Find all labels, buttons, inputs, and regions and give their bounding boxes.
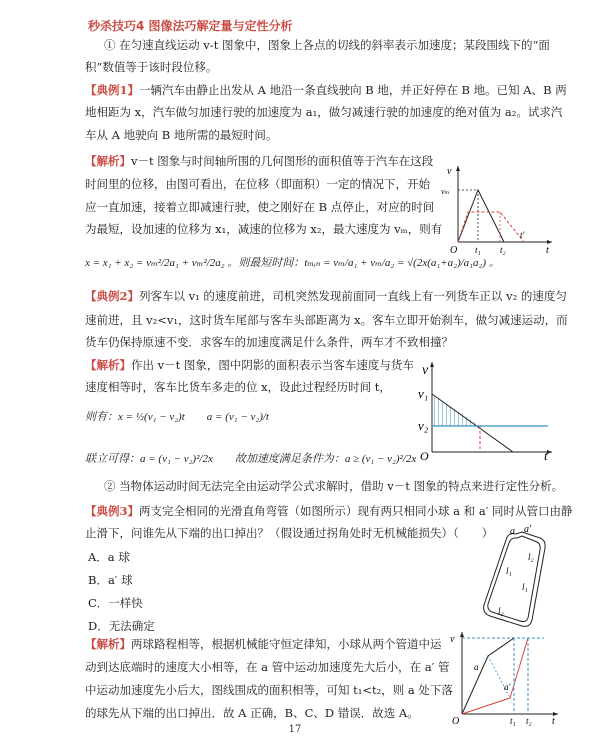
example-1-tag: 【典例1】	[85, 83, 140, 97]
fig4-v-label: v	[450, 634, 455, 645]
fig1-vm-label: vₘ	[441, 187, 450, 196]
fig4-t1-label: t₁	[510, 716, 516, 726]
fig2-v2-label: v₂	[418, 418, 429, 433]
fig3-l2-right-label: l₂	[528, 552, 534, 562]
example-3-line-2: 止滑下，问谁先从下端的出口掉出？（假设通过拐角处时无机械能损失）（ ）	[85, 526, 494, 540]
fig4-t-label: t	[552, 716, 555, 727]
fig1-v-label: v	[447, 166, 452, 177]
fig2-v1-label: v₁	[418, 386, 429, 401]
example-1-line-2: 地相距为 x，汽车做匀加速行驶的加速度为 a₁，做匀减速行驶的加速度的绝对值为 a₂。试求汽	[85, 105, 563, 119]
solution-3-text-a: 两球路程相等，根据机械能守恒定律知，小球从两个管道中运	[131, 637, 442, 651]
fig1-t1-label: t₁	[475, 245, 481, 255]
example-2-line-2: 速前进，且 v₂<v₁，这时货车尾部与客车头部距离为 x。客车立即开始刹车，做匀减速运动，而	[85, 313, 568, 327]
solution-1-tag: 【解析】	[85, 154, 131, 168]
figure-4-vt-graph	[448, 628, 564, 728]
intro-line-1: ① 在匀速直线运动 v-t 图象中，图象上各点的切线的斜率表示加速度；某段围线下的“面	[104, 38, 550, 52]
solution-1-formula: x = x₁ + x₂ = vₘ²/2a₁ + vₘ²/2a₂ 。则最短时间：tₘᵢₙ = vₘ/a₁ + vₘ/a₂ = √(2x(a₁+a₂)/a₁a₂) 。	[85, 257, 500, 269]
option-d: D．无法确定	[88, 619, 155, 633]
option-b: B．a′ 球	[88, 573, 133, 587]
example-3-tag: 【典例3】	[85, 504, 140, 518]
solution-3-line-4: 的球先从下端的出口掉出．故 A 正确，B、C、D 错误．故选 A。	[85, 706, 419, 720]
example-1-line-3: 车从 A 地驶向 B 地所需的最短时间。	[85, 128, 278, 142]
example-3-text-a: 两支完全相同的光滑直角弯管（如图所示）现有两只相同小球 a 和 a′ 同时从管口由静	[139, 504, 573, 518]
solution-1-line-4: 为最短，设加速的位移为 x₁，减速的位移为 x₂，最大速度为 vₘ，则有	[85, 222, 443, 236]
fig1-t2-label: t₂	[500, 245, 506, 255]
fig3-aprime-label: a′	[524, 524, 532, 535]
solution-1-line-3: 应一直加速，接着立即减速行驶，使之刚好在 B 点停止，对应的时间	[85, 200, 435, 214]
figure-1-vt-graph	[440, 160, 560, 255]
example-2-text-a: 列客车以 v₁ 的速度前进，司机突然发现前面同一直线上有一列货车正以 v₂ 的速度匀	[139, 289, 567, 303]
solution-2-line-2: 速度相等时，客车比货车多走的位 x，设此过程经历时间 t，	[85, 380, 391, 394]
example-3-line-1	[85, 504, 572, 519]
example-1-text-a: 一辆汽车由静止出发从 A 地沿一条直线驶向 B 地，并正好停在 B 地。已知 A、B 两	[139, 83, 567, 97]
solution-3-line-3: 中运动加速度先小后大，图线围成的面积相等，可知 t₁<t₂，则 a 处下落	[85, 683, 453, 697]
solution-2-tag: 【解析】	[85, 358, 131, 372]
fig1-origin-label: O	[450, 245, 458, 255]
fig3-l2-left-label: l₂	[498, 606, 504, 616]
solution-2-text-a: 作出 v－t 图象，图中阴影的面积表示当客车速度与货车	[131, 358, 414, 372]
solution-2-line-1	[85, 358, 414, 373]
example-2-tag: 【典例2】	[85, 289, 140, 303]
fig3-l1-left-label: l₁	[506, 566, 512, 576]
solution-1-line-2: 时间里的位移，由图可看出，在位移（即面积）一定的情况下，开始	[85, 177, 430, 191]
fig2-origin-label: O	[420, 449, 429, 460]
option-a: A．a 球	[88, 550, 130, 564]
example-1-line-1	[85, 83, 567, 98]
solution-3-line-1	[85, 637, 442, 652]
page-number: 17	[288, 724, 302, 735]
intro-line-3: ② 当物体运动时间无法完全由运动学公式求解时，借助 v－t 图象的特点来进行定性分析。	[104, 479, 564, 493]
solution-2-line-3: 则有：x = ½(v₁ − v₂)t a = (v₁ − v₂)/t	[85, 411, 269, 423]
example-2-line-1	[85, 289, 567, 304]
solution-3-tag: 【解析】	[85, 637, 131, 651]
solution-2-line-4: 联立可得：a = (v₁ − v₂)²/2x 故加速度满足条件为：a ≥ (v₁ − v₂)²/2x	[85, 453, 417, 465]
solution-1-text-a: v－t 图象与时间轴所围的几何图形的面积值等于汽车在这段	[131, 154, 434, 168]
fig4-aprime-label: a′	[504, 682, 511, 692]
fig3-a-label: a	[510, 526, 515, 537]
fig4-origin-label: O	[452, 716, 460, 727]
fig4-t2-label: t₂	[526, 716, 532, 726]
intro-line-2: 积”数值等于该时段位移。	[85, 60, 218, 74]
fig4-a-label: a	[474, 662, 479, 672]
solution-1-line-1	[85, 154, 433, 169]
fig2-t-label: t	[544, 448, 548, 460]
figure-2-vt-graph	[418, 360, 558, 460]
solution-3-line-2: 动到达底端时的速度大小相等，在 a 管中运动加速度先大后小，在 a′ 管	[85, 660, 450, 674]
figure-3-bent-tubes	[470, 522, 560, 634]
fig1-t-label: t	[546, 245, 549, 255]
fig1-tprime-label: t′	[520, 230, 525, 240]
option-c: C．一样快	[88, 596, 143, 610]
fig2-v-label: v	[422, 363, 429, 378]
section-title: 秒杀技巧4 图像法巧解定量与定性分析	[88, 19, 293, 33]
fig3-l1-right-label: l₁	[522, 582, 528, 592]
example-2-line-3: 货车仍保持原速不变．求客车的加速度满足什么条件，两车才不致相撞？	[85, 335, 453, 349]
